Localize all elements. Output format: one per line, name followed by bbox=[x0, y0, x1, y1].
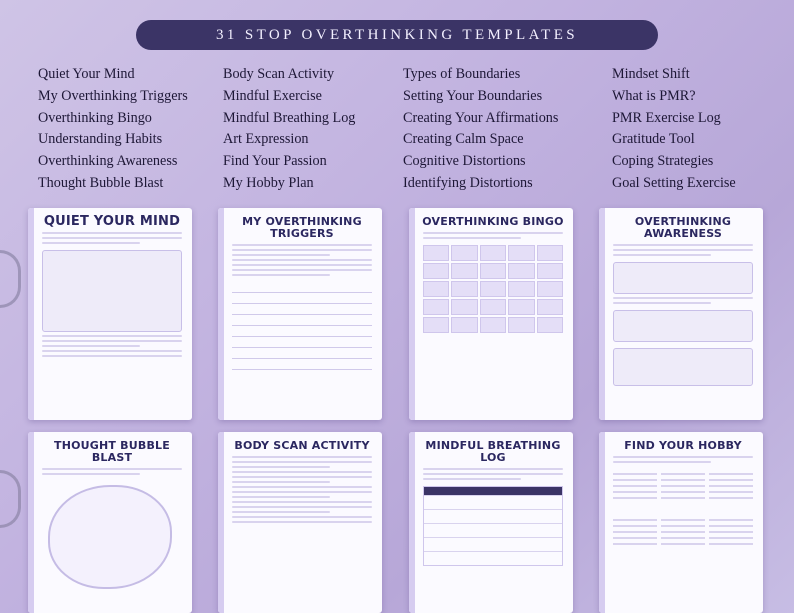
template-list-col-3 bbox=[403, 64, 558, 195]
notebook-spiral bbox=[0, 250, 21, 308]
page-preview-thought-bubble-blast bbox=[28, 432, 192, 613]
template-item: Body Scan Activity bbox=[223, 66, 335, 82]
page-title: BODY SCAN ACTIVITY bbox=[234, 439, 370, 452]
title-banner: 31 STOP OVERTHINKING TEMPLATES bbox=[136, 20, 658, 50]
template-item: Identifying Distortions bbox=[403, 174, 533, 191]
page-title: MINDFUL BREATHING LOG bbox=[425, 439, 561, 464]
template-list-col-4 bbox=[612, 64, 736, 195]
template-item: Art Expression bbox=[223, 131, 309, 148]
template-item: Overthinking Awareness bbox=[38, 153, 178, 170]
page-preview-quiet-your-mind bbox=[28, 208, 192, 420]
page-preview-overthinking-awareness bbox=[599, 208, 763, 420]
page-preview-overthinking-bingo bbox=[409, 208, 573, 420]
template-item: Goal Setting Exercise bbox=[612, 174, 736, 191]
template-item: Types of Boundaries bbox=[403, 66, 521, 82]
template-item: Setting Your Boundaries bbox=[403, 87, 543, 104]
template-item: Understanding Habits bbox=[38, 131, 163, 148]
page-title: THOUGHT BUBBLE BLAST bbox=[54, 439, 170, 464]
page-title: MY OVERTHINKING TRIGGERS bbox=[242, 215, 362, 240]
template-item: Find Your Passion bbox=[223, 153, 327, 170]
page-preview-overthinking-triggers bbox=[218, 208, 382, 420]
template-item: Mindful Breathing Log bbox=[223, 109, 356, 126]
page-title: FIND YOUR HOBBY bbox=[624, 439, 742, 452]
template-item: Thought Bubble Blast bbox=[38, 174, 164, 191]
notebook-spiral bbox=[0, 470, 21, 528]
template-item: Mindset Shift bbox=[612, 66, 690, 82]
template-item: Cognitive Distortions bbox=[403, 153, 526, 170]
template-item: Coping Strategies bbox=[612, 153, 714, 170]
page-preview-find-your-hobby bbox=[599, 432, 763, 613]
template-item: Quiet Your Mind bbox=[38, 66, 135, 82]
page-title: OVERTHINKING AWARENESS bbox=[634, 215, 732, 240]
template-item: PMR Exercise Log bbox=[612, 109, 721, 126]
page-title: OVERTHINKING BINGO bbox=[422, 215, 564, 228]
template-list-col-1 bbox=[38, 64, 188, 195]
template-item: What is PMR? bbox=[612, 87, 696, 104]
template-item: Creating Calm Space bbox=[403, 131, 524, 148]
template-item: My Overthinking Triggers bbox=[38, 87, 188, 104]
template-list-col-2 bbox=[223, 64, 355, 195]
template-item: Creating Your Affirmations bbox=[403, 109, 559, 126]
template-item: Overthinking Bingo bbox=[38, 109, 152, 126]
template-item: Mindful Exercise bbox=[223, 87, 322, 104]
page-title: QUIET YOUR MIND bbox=[43, 214, 181, 229]
template-item: Gratitude Tool bbox=[612, 131, 695, 148]
page-preview-body-scan-activity bbox=[218, 432, 382, 613]
page-preview-mindful-breathing-log bbox=[409, 432, 573, 613]
template-item: My Hobby Plan bbox=[223, 174, 314, 191]
